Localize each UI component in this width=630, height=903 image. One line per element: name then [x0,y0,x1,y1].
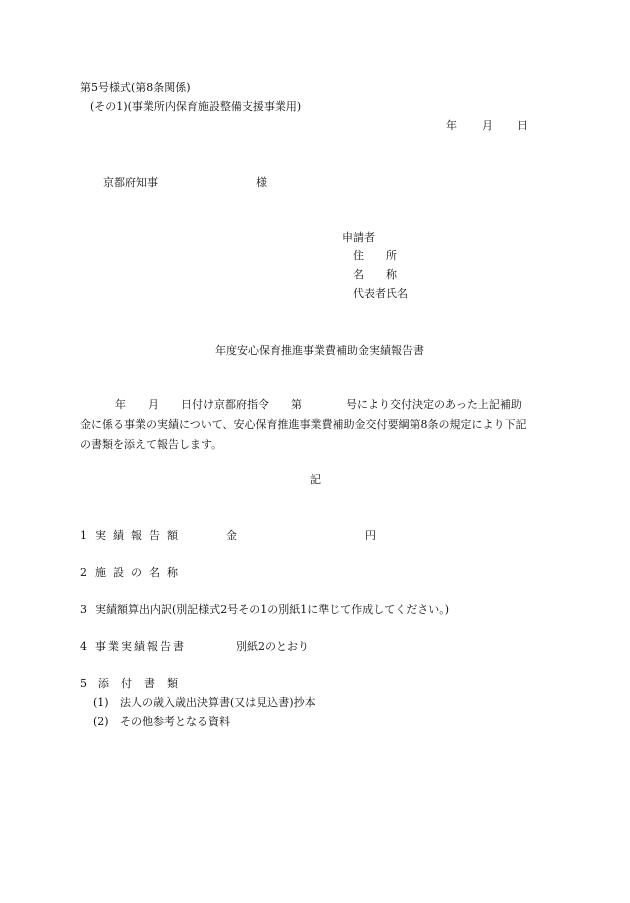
body-line-2: 金に係る事業の実績について、安心保育推進事業費補助金交付要綱第8条の規定により下記 [80,418,527,431]
item-5-number: 5 [80,677,87,690]
ki-marker: 記 [310,473,321,486]
item-1-kin: 金 [226,529,237,542]
form-number: 第5号様式(第8条関係) [80,81,191,94]
item-4-label: 事業実績報告書 [95,640,186,653]
form-subtitle: (その1)(事業所内保育施設整備支援事業用) [90,100,302,113]
item-5-sub-2-number: (2) [93,715,109,728]
addressee-honorific: 様 [256,176,267,189]
item-5-sub-2: その他参考となる資料 [120,715,230,728]
applicant-name-label: 名 称 [353,268,397,281]
item-3-label: 実績額算出内訳(別記様式2号その1の別紙1に準じて作成してください。) [95,603,450,616]
item-1-yen: 円 [365,529,376,542]
body-line-3: の書類を添えて報告します。 [80,438,223,451]
item-4-number: 4 [80,640,87,653]
body-line-1: 年 月 日付け京都府指令 第 号により交付決定のあった上記補助 [115,398,522,411]
item-1-label: 実績報告額 [95,529,185,542]
item-5-sub-1-number: (1) [93,696,109,709]
item-5-label: 添付書類 [98,677,190,690]
item-5-sub-1: 法人の歳入歳出決算書(又は見込書)抄本 [120,696,316,709]
date-month-label: 月 [482,119,493,132]
date-year-label: 年 [446,119,457,132]
applicant-address-label: 住 所 [353,249,397,262]
item-2-label: 施設の名称 [95,566,185,579]
document-title: 年度安心保育推進事業費補助金実績報告書 [215,344,424,357]
applicant-label: 申請者 [342,231,375,244]
item-1-number: 1 [80,529,87,542]
applicant-representative-label: 代表者氏名 [353,287,408,300]
item-2-number: 2 [80,566,87,579]
addressee-name: 京都府知事 [103,176,158,189]
item-3-number: 3 [80,603,87,616]
date-day-label: 日 [517,119,528,132]
item-4-value: 別紙2のとおり [236,640,309,653]
